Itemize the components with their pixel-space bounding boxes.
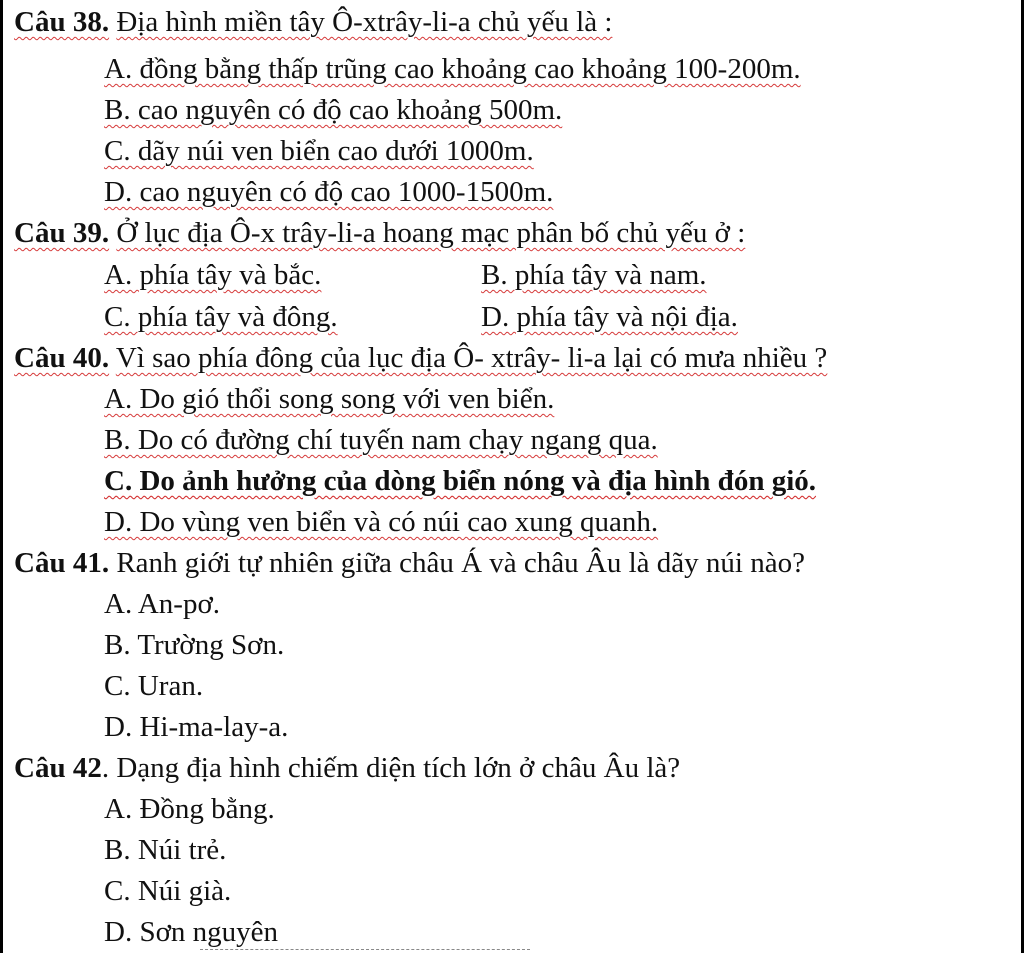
question-text: Vì sao phía đông của lục địa Ô- xtrây- li-a lại có mưa nhiều ? bbox=[115, 342, 828, 374]
option-40-c bbox=[104, 462, 816, 500]
option-38-c: C. dãy núi ven biển cao dưới 1000m. bbox=[104, 135, 534, 167]
question-text: . Dạng địa hình chiếm diện tích lớn ở châu Âu là? bbox=[101, 752, 681, 784]
question-42 bbox=[14, 749, 680, 787]
question-number: Câu 42 bbox=[14, 752, 102, 784]
question-text: Ranh giới tự nhiên giữa châu Á và châu Âu là dãy núi nào? bbox=[116, 547, 805, 579]
question-41 bbox=[14, 544, 805, 582]
option-39-a: A. phía tây và bắc. bbox=[104, 259, 322, 291]
option-39-b: B. phía tây và nam. bbox=[481, 259, 707, 291]
option-41-c: C. Uran. bbox=[104, 670, 204, 702]
option-38-b: B. cao nguyên có độ cao khoảng 500m. bbox=[104, 94, 563, 126]
option-39-c: C. phía tây và đông. bbox=[104, 301, 338, 333]
question-39 bbox=[14, 214, 745, 252]
option-40-d: D. Do vùng ven biển và có núi cao xung quanh. bbox=[104, 506, 659, 538]
option-41-d: D. Hi-ma-lay-a. bbox=[104, 711, 289, 743]
option-text: C. Do ảnh hưởng của dòng biển nóng và địa hình đón gió. bbox=[104, 465, 817, 497]
option-40-a: A. Do gió thổi song song với ven biển. bbox=[104, 383, 555, 415]
question-text: Địa hình miền tây Ô-xtrây-li-a chủ yếu là : bbox=[116, 6, 613, 38]
option-42-d: D. Sơn nguyên bbox=[104, 916, 279, 948]
option-38-d: D. cao nguyên có độ cao 1000-1500m. bbox=[104, 176, 554, 208]
page-divider bbox=[200, 949, 530, 951]
question-number: Câu 39. bbox=[14, 217, 110, 249]
option-41-b: B. Trường Sơn. bbox=[104, 629, 285, 661]
option-40-b: B. Do có đường chí tuyến nam chạy ngang qua. bbox=[104, 424, 658, 456]
option-41-a: A. An-pơ. bbox=[104, 588, 221, 620]
option-39-d: D. phía tây và nội địa. bbox=[481, 301, 738, 333]
question-number: Câu 40. bbox=[14, 342, 110, 374]
option-38-a: A. đồng bằng thấp trũng cao khoảng cao khoảng 100-200m. bbox=[104, 53, 801, 85]
option-42-b: B. Núi trẻ. bbox=[104, 834, 227, 866]
question-number: Câu 41. bbox=[14, 547, 110, 579]
option-42-a: A. Đồng bằng. bbox=[104, 793, 275, 825]
question-38 bbox=[14, 3, 612, 41]
option-42-c: C. Núi già. bbox=[104, 875, 232, 907]
question-text: Ở lục địa Ô-x trây-li-a hoang mạc phân bố chủ yếu ở : bbox=[116, 217, 746, 249]
question-number: Câu 38. bbox=[14, 6, 110, 38]
question-40 bbox=[14, 339, 827, 377]
